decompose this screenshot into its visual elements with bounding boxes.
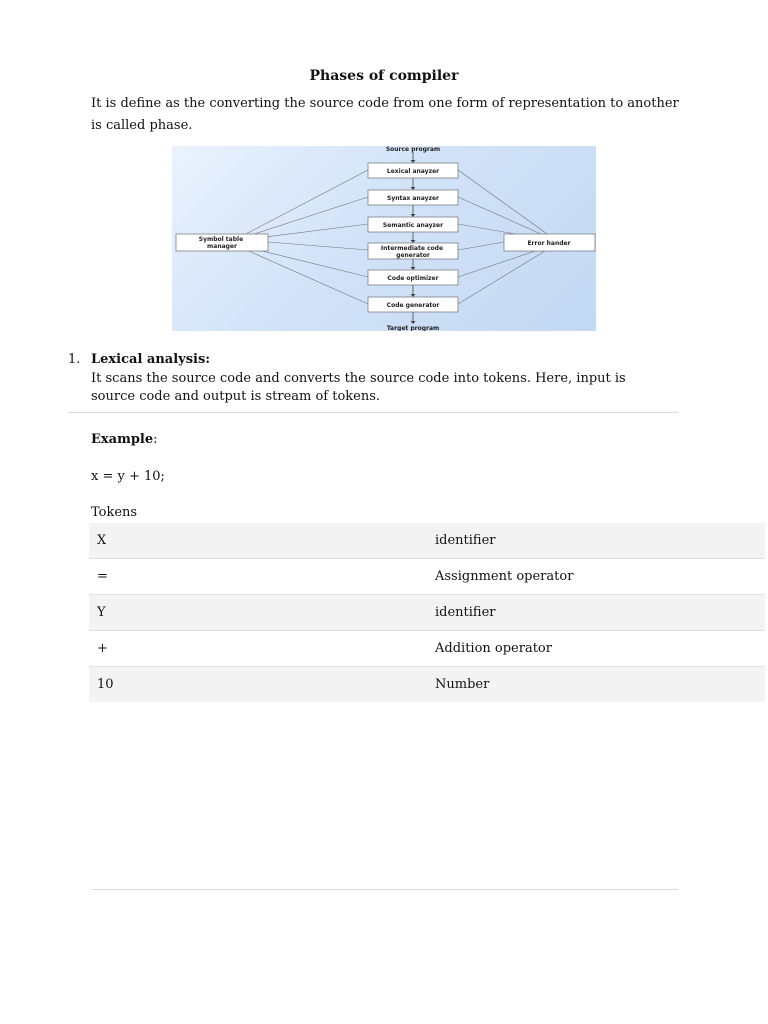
token-lexeme: Y: [89, 595, 427, 631]
table-row: [89, 595, 765, 631]
symbol-table-label-line2: manager: [207, 243, 237, 250]
table-row: [89, 559, 765, 595]
phase-label-generator: Code generator: [386, 302, 440, 309]
source-program-label: Source program: [385, 146, 441, 153]
phase-label-syntax: Syntax anayzer: [387, 195, 439, 202]
token-lexeme: +: [89, 631, 427, 667]
token-lexeme: X: [97, 533, 107, 548]
token-type: identifier: [435, 533, 496, 548]
token-type: Addition operator: [427, 631, 765, 667]
divider: [68, 412, 678, 413]
example-label: [91, 432, 158, 447]
table-row: [89, 667, 765, 703]
phase-label-semantic: Semantic anayzer: [382, 222, 444, 229]
target-program-label: Target program: [386, 325, 440, 331]
token-type: Number: [427, 667, 765, 703]
symbol-table-label-line1: Symbol table: [198, 236, 244, 243]
phase-label-lexical: Lexical anayzer: [386, 168, 440, 175]
tokens-table: [89, 523, 765, 702]
phase-label-intermediate-line1: Intermediate code: [380, 245, 444, 252]
phase-label-optimizer: Code optimizer: [387, 275, 439, 282]
section-body: It scans the source code and converts the source code into tokens. Here, input is source code and output is stream of tokens.: [91, 371, 626, 404]
token-lexeme: =: [89, 559, 427, 595]
token-type: Assignment operator: [427, 559, 765, 595]
page-title: Phases of compiler: [309, 68, 459, 84]
token-type: identifier: [427, 595, 765, 631]
compiler-phases-diagram: [172, 146, 596, 331]
diagram-svg: [172, 146, 596, 331]
section-heading: Lexical analysis:: [91, 352, 211, 367]
error-handler-label: Error hander: [527, 240, 571, 247]
table-row: [89, 631, 765, 667]
divider: [91, 889, 678, 890]
intro-paragraph: It is define as the converting the source code from one form of representation to another is called phase.: [91, 96, 679, 133]
example-code: x = y + 10;: [91, 469, 165, 484]
phase-label-intermediate-line2: generator: [396, 252, 430, 259]
tokens-label: Tokens: [91, 505, 138, 520]
table-row: [89, 523, 765, 559]
example-label-text: Example: [91, 432, 154, 447]
token-lexeme: 10: [89, 667, 427, 703]
example-label-colon: :: [153, 432, 158, 447]
section-number: 1.: [68, 352, 81, 367]
